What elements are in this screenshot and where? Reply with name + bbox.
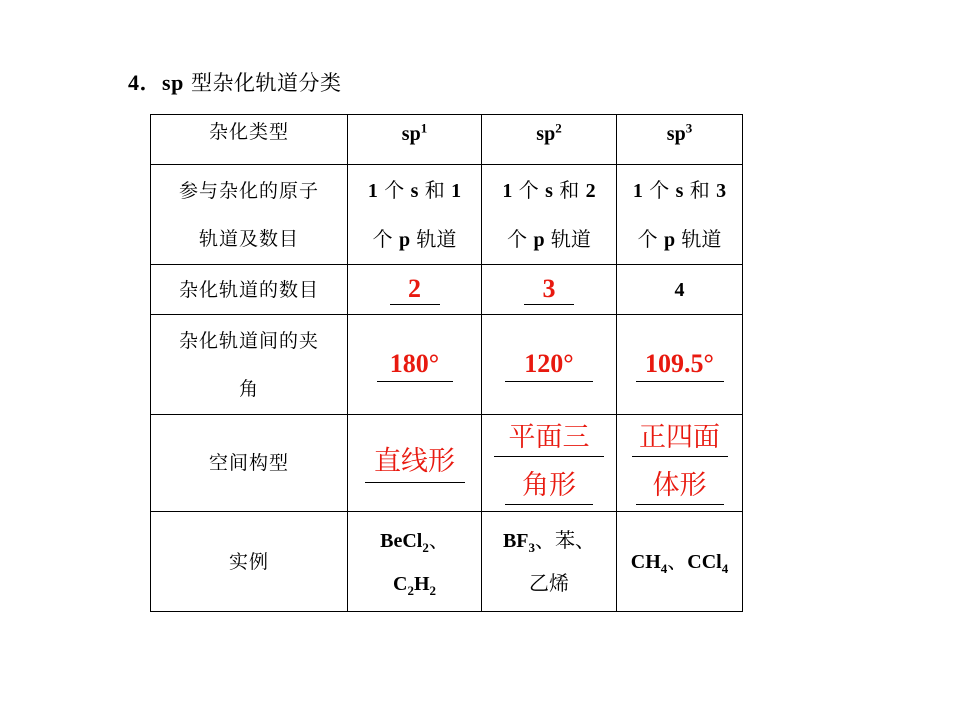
row-angle (151, 315, 743, 415)
t: H (413, 572, 430, 595)
sp1-sup: 1 (420, 120, 428, 136)
angle-sp3 (617, 315, 743, 415)
t: 2 (429, 582, 436, 598)
t: p (663, 228, 676, 251)
t: 3 (716, 179, 727, 202)
t: 4 (721, 561, 729, 576)
t: p (398, 228, 411, 251)
t: 1 (451, 179, 462, 202)
orbitals-sp3 (617, 165, 743, 265)
count-sp3-text: 4 (674, 278, 685, 301)
angle-sp2 (482, 315, 617, 415)
t: 2 (407, 582, 414, 598)
answer-shape-sp3-line2: 体形 (636, 468, 724, 505)
t: 、苯、 (535, 528, 596, 552)
answer-angle-sp3: 109.5° (636, 347, 724, 382)
label-line1: 参与杂化的原子 (178, 179, 319, 202)
label-text: 杂化轨道的数目 (178, 278, 319, 301)
t: 、 (667, 549, 688, 573)
section-heading (128, 66, 342, 97)
label-orbitals (151, 165, 348, 265)
sp2-text: sp (536, 123, 556, 145)
sp3-sup: 3 (685, 120, 693, 136)
label-line2: 轨道及数目 (198, 227, 299, 250)
t: BeCl (380, 529, 423, 552)
heading-number: 4． (128, 70, 163, 95)
answer-shape-sp2-line2: 角形 (505, 468, 593, 505)
t: 个 (507, 226, 528, 251)
t: 个 (649, 177, 670, 202)
t: s (410, 179, 419, 202)
label-line2: 角 (238, 377, 259, 400)
t: 1 (632, 179, 643, 202)
t: 2 (585, 179, 596, 202)
label-text: 杂化类型 (208, 121, 289, 143)
t: p (533, 228, 545, 251)
example-sp2 (482, 512, 617, 612)
count-sp1 (348, 265, 482, 315)
sp2-sup: 2 (555, 120, 562, 136)
answer-angle-sp2: 120° (505, 347, 593, 382)
t: BF (502, 530, 529, 552)
t: 2 (422, 539, 429, 555)
label-hybrid-type (151, 115, 348, 165)
label-text: 空间构型 (208, 452, 289, 474)
t: C (392, 572, 408, 595)
orbitals-sp1 (348, 165, 482, 265)
t: 个 (384, 177, 405, 202)
row-shape (151, 415, 743, 512)
t: s (675, 179, 684, 202)
t: 1 (502, 179, 513, 202)
answer-shape-sp3-line1: 正四面 (632, 420, 728, 457)
example-sp1 (348, 512, 482, 612)
t: 和 (424, 177, 445, 202)
angle-sp1 (348, 315, 482, 415)
t: 和 (559, 177, 580, 202)
shape-sp3 (617, 415, 743, 512)
t: s (545, 179, 553, 202)
answer-angle-sp1: 180° (377, 347, 453, 382)
t: 和 (689, 177, 710, 202)
header-sp1 (348, 115, 482, 165)
label-text: 实例 (228, 550, 269, 573)
t: 、 (428, 527, 449, 552)
t: 个 (637, 226, 658, 251)
shape-sp1 (348, 415, 482, 512)
row-count (151, 265, 743, 315)
t: CCl (687, 551, 722, 573)
answer-shape-sp2-line1: 平面三 (494, 420, 604, 457)
heading-sp: sp (162, 70, 184, 95)
t: 个 (518, 177, 539, 202)
answer-count-sp1: 2 (390, 274, 440, 305)
sp3-text: sp (666, 123, 686, 145)
label-angle (151, 315, 348, 415)
t: 乙烯 (529, 571, 569, 595)
row-example (151, 512, 743, 612)
sp1-text: sp (401, 123, 421, 145)
t: 1 (367, 179, 378, 202)
t: 轨道 (416, 226, 457, 251)
orbitals-sp2 (482, 165, 617, 265)
label-line1: 杂化轨道间的夹 (178, 329, 319, 352)
t: 轨道 (681, 226, 722, 251)
answer-count-sp2: 3 (524, 274, 574, 305)
shape-sp2 (482, 415, 617, 512)
example-sp3 (617, 512, 743, 612)
t: CH (630, 551, 661, 573)
row-hybrid-type (151, 115, 743, 165)
row-orbitals (151, 165, 743, 265)
label-shape (151, 415, 348, 512)
count-sp3 (617, 265, 743, 315)
t: 4 (660, 561, 668, 576)
answer-shape-sp1: 直线形 (365, 442, 465, 483)
label-count (151, 265, 348, 315)
t: 个 (372, 226, 393, 251)
header-sp2 (482, 115, 617, 165)
header-sp3 (617, 115, 743, 165)
heading-text: 型杂化轨道分类 (183, 71, 342, 95)
t: 3 (528, 540, 536, 555)
label-example (151, 512, 348, 612)
hybridization-table (150, 114, 743, 612)
count-sp2 (482, 265, 617, 315)
t: 轨道 (550, 226, 591, 251)
